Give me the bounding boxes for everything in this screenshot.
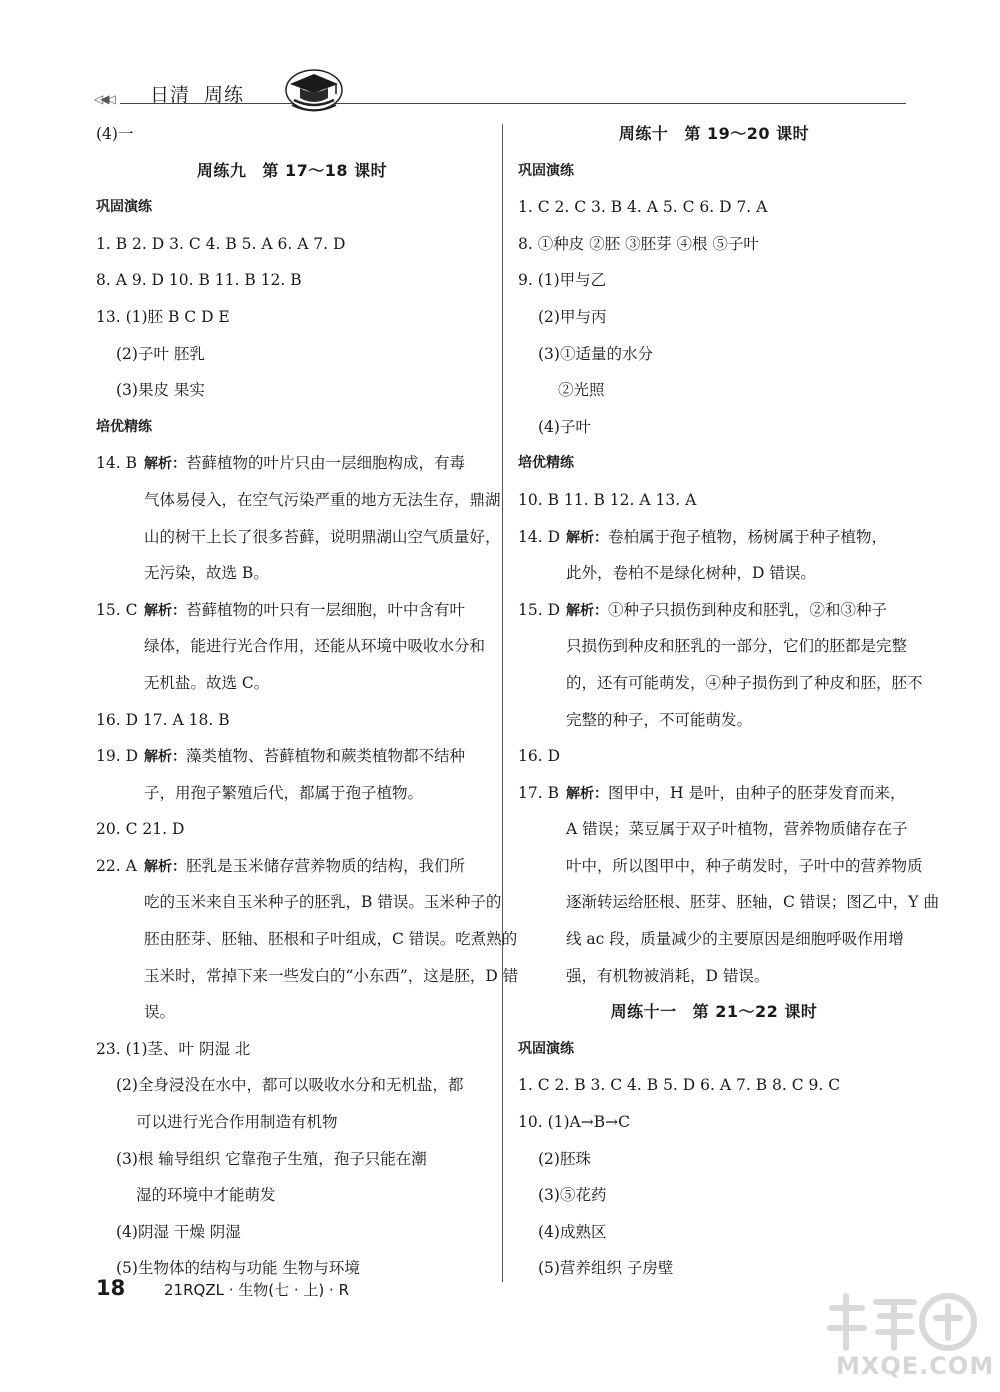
explanation-continuation: 无机盐。故选 C。 — [144, 673, 270, 692]
header-arrows-icon: ◁◀◁ — [94, 92, 113, 106]
answer-line: 1. C 2. B 3. C 4. B 5. D 6. A 7. B 8. C 9. C — [518, 1076, 841, 1095]
explanation-label: 解析： — [566, 785, 608, 802]
section-heading — [518, 994, 910, 1031]
answer-explanation-line — [518, 775, 910, 812]
explanation-continuation: 玉米时，常掉下来一些发白的“小东西”，这是胚，D 错 — [144, 966, 519, 985]
answer-line: 湿的环境中才能萌发 — [136, 1186, 276, 1205]
explanation-label: 解析： — [144, 749, 186, 766]
explanation-text: ①种子只损伤到种皮和胚乳，②和③种子 — [608, 600, 888, 619]
subsection-heading: 培优精练 — [518, 455, 574, 472]
watermark-text: MXQE.COM — [836, 1352, 995, 1380]
right-column — [518, 116, 939, 1287]
answer-line: 16. D 17. A 18. B — [96, 710, 230, 729]
subsection-heading: 巩固演练 — [518, 162, 574, 179]
answer-line: (5)生物体的结构与功能 生物与环境 — [116, 1259, 360, 1278]
explanation-text: 图甲中，H 是叶，由种子的胚芽发育而来， — [608, 783, 906, 802]
answer-line: 20. C 21. D — [96, 820, 185, 839]
answer-line: (4)子叶 — [538, 417, 591, 436]
section-lessons: 第 19～20 课时 — [684, 124, 810, 143]
explanation-label: 解析： — [144, 456, 186, 473]
answer-line: 8. A 9. D 10. B 11. B 12. B — [96, 271, 302, 290]
answer-explanation-line — [96, 592, 488, 629]
section-lessons: 第 17～18 课时 — [262, 160, 388, 180]
answer-line: (2)胚珠 — [538, 1149, 591, 1168]
explanation-text: 藻类植物、苔藓植物和蕨类植物都不结种 — [186, 747, 466, 766]
explanation-continuation: 吃的玉米来自玉米种子的胚乳，B 错误。玉米种子的 — [144, 893, 502, 912]
explanation-continuation: 线 ac 段，质量减少的主要原因是细胞呼吸作用增 — [566, 930, 904, 949]
explanation-text: 苔藓植物的叶只有一层细胞，叶中含有叶 — [186, 600, 466, 619]
answer-number: 19. D — [96, 747, 139, 766]
explanation-text: 苔藓植物的叶片只由一层细胞构成，有毒 — [186, 454, 466, 473]
explanation-continuation: 的，还有可能萌发，④种子损伤到了种皮和胚，胚不 — [566, 673, 923, 692]
explanation-text: 卷柏属于孢子植物，杨树属于种子植物， — [608, 527, 888, 546]
answer-line: (3)⑤花药 — [538, 1186, 607, 1205]
answer-line: 10. B 11. B 12. A 13. A — [518, 490, 697, 509]
answer-explanation-line — [518, 519, 910, 556]
answer-line: 8. ①种皮 ②胚 ③胚芽 ④根 ⑤子叶 — [518, 234, 759, 253]
subsection-heading: 巩固演练 — [96, 199, 152, 216]
answer-line: (2)全身浸没在水中，都可以吸收水分和无机盐，都 — [116, 1076, 464, 1095]
book-code: 21RQZL · 生物(七 · 上) · R — [164, 1281, 349, 1299]
answer-explanation-line — [518, 592, 910, 629]
section-heading — [518, 116, 910, 153]
answer-number: 14. D — [518, 527, 561, 546]
answer-number: 17. B — [518, 783, 559, 802]
section-title: 周练十 — [618, 124, 669, 143]
explanation-continuation: 子，用孢子繁殖后代，都属于孢子植物。 — [144, 783, 424, 802]
answer-line: (3)根 输导组织 它靠孢子生殖，孢子只能在潮 — [116, 1149, 427, 1168]
section-lessons: 第 21～22 课时 — [692, 1002, 818, 1022]
answer-number: 15. D — [518, 600, 561, 619]
answer-explanation-line — [96, 848, 488, 885]
answer-line: 13. (1)胚 B C D E — [96, 307, 230, 326]
answer-line: (3)①适量的水分 — [538, 344, 653, 363]
answer-line: (5)营养组织 子房壁 — [538, 1259, 674, 1278]
explanation-continuation: 气体易侵入，在空气污染严重的地方无法生存，鼎湖 — [144, 490, 501, 509]
answer-line: (4)成熟区 — [538, 1222, 607, 1241]
graduation-cap-icon — [282, 60, 346, 112]
header-title-a: 日清 — [150, 84, 191, 106]
answer-number: 14. B — [96, 454, 137, 473]
explanation-continuation: 山的树干上长了很多苔藓，说明鼎湖山空气质量好， — [144, 527, 501, 546]
explanation-label: 解析： — [144, 602, 186, 619]
header-title-b: 周练 — [204, 84, 245, 106]
answer-explanation-line — [96, 738, 488, 775]
header-rule-right — [352, 103, 906, 104]
answer-line: (3)果皮 果实 — [116, 381, 205, 400]
explanation-continuation: 误。 — [144, 1003, 176, 1022]
answer-line: (4)一 — [96, 125, 134, 143]
answer-line: 23. (1)茎、叶 阴湿 北 — [96, 1039, 251, 1058]
left-column — [96, 116, 519, 1287]
explanation-continuation: 完整的种子，不可能萌发。 — [566, 710, 753, 729]
answer-number: 22. A — [96, 856, 137, 875]
answer-line: 16. D — [518, 747, 561, 766]
answer-line: 9. (1)甲与乙 — [518, 271, 607, 290]
explanation-continuation: 强，有机物被消耗，D 错误。 — [566, 966, 770, 985]
explanation-continuation: 无污染，故选 B。 — [144, 564, 269, 583]
section-title: 周练十一 — [610, 1002, 677, 1022]
explanation-continuation: 叶中，所以图甲中，种子萌发时，子叶中的营养物质 — [566, 856, 923, 875]
page-number: 18 — [96, 1276, 126, 1300]
header-title — [150, 80, 258, 107]
explanation-continuation: 绿体，能进行光合作用，还能从环境中吸收水分和 — [144, 637, 486, 656]
explanation-continuation: A 错误；菜豆属于双子叶植物，营养物质储存在子 — [566, 820, 908, 839]
answer-line: (2)甲与丙 — [538, 307, 607, 326]
explanation-continuation: 胚由胚芽、胚轴、胚根和子叶组成，C 错误。吃煮熟的 — [144, 930, 518, 949]
answer-line: (4)阴湿 干燥 阴湿 — [116, 1222, 241, 1241]
section-title: 周练九 — [196, 160, 247, 180]
answer-line: 可以进行光合作用制造有机物 — [136, 1113, 338, 1132]
answer-line: 1. C 2. C 3. B 4. A 5. C 6. D 7. A — [518, 198, 768, 217]
explanation-label: 解析： — [144, 858, 186, 875]
explanation-continuation: 只损伤到种皮和胚乳的一部分，它们的胚都是完整 — [566, 637, 908, 656]
answer-line: 1. B 2. D 3. C 4. B 5. A 6. A 7. D — [96, 234, 346, 253]
subsection-heading: 巩固演练 — [518, 1040, 574, 1057]
explanation-label: 解析： — [566, 529, 608, 546]
page-header — [94, 78, 906, 112]
answer-line: ②光照 — [558, 381, 605, 400]
explanation-continuation: 此外，卷柏不是绿化树种，D 错误。 — [566, 564, 816, 583]
answer-line: (2)子叶 胚乳 — [116, 344, 205, 363]
explanation-label: 解析： — [566, 602, 608, 619]
answer-line: 10. (1)A→B→C — [518, 1113, 630, 1132]
explanation-text: 胚乳是玉米储存营养物质的结构，我们所 — [186, 856, 466, 875]
subsection-heading: 培优精练 — [96, 418, 152, 435]
answer-explanation-line — [96, 445, 488, 482]
answer-number: 15. C — [96, 600, 138, 619]
explanation-continuation: 逐渐转运给胚根、胚芽、胚轴，C 错误；图乙中，Y 曲 — [566, 893, 939, 912]
column-divider — [502, 124, 503, 1282]
section-heading — [96, 153, 488, 190]
